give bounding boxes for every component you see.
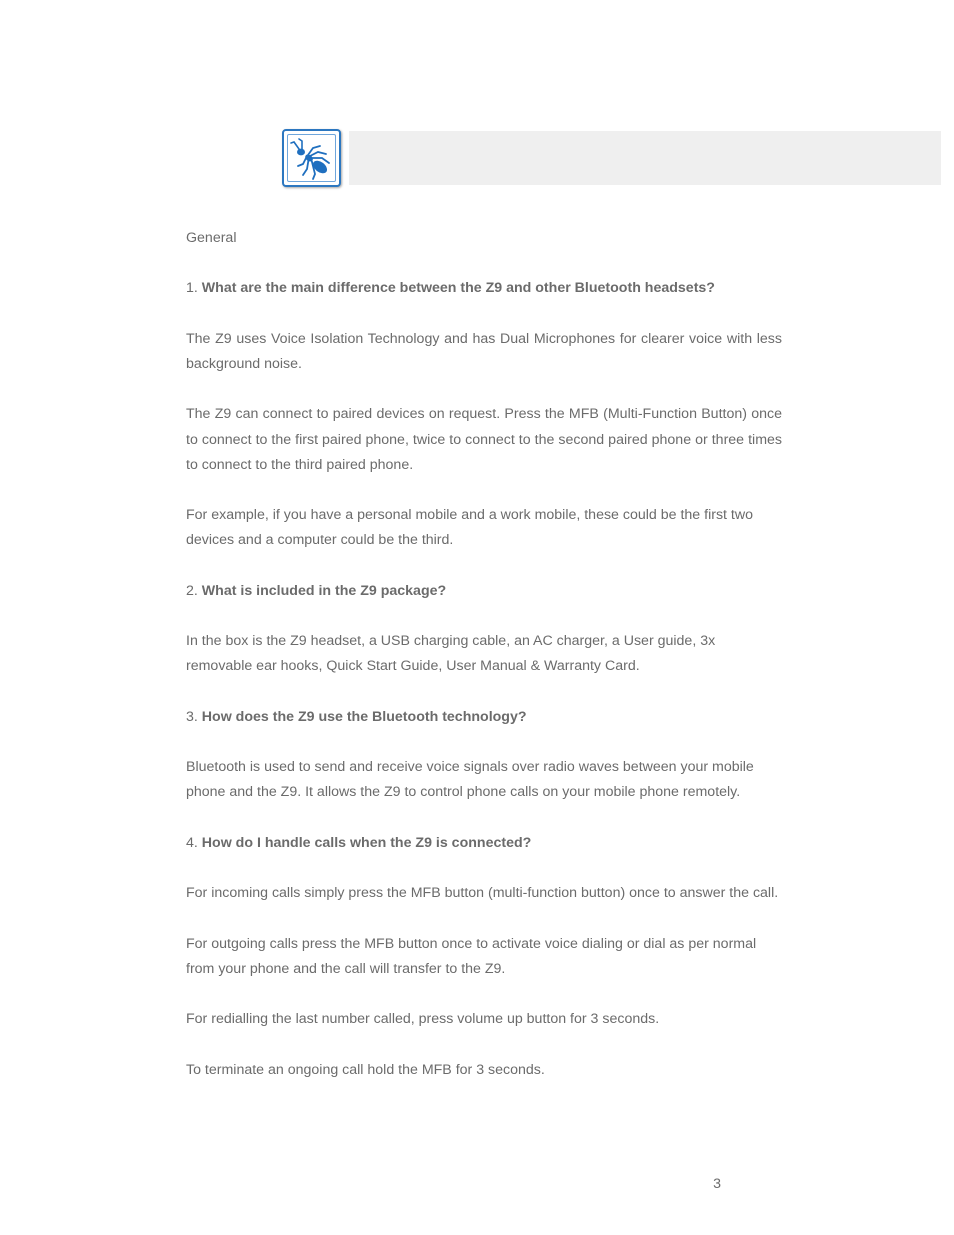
question-title: What are the main difference between the Z9 and other Bluetooth headsets? xyxy=(201,280,715,297)
answer-paragraph: To terminate an ongoing call hold the MFB for 3 seconds. xyxy=(186,1061,545,1078)
answer-paragraph: The Z9 can connect to paired devices on request. Press the MFB (Multi-Function Button) once to connect to the first paired phone, twice to connect to the second paired phone or three times to connect to the third paired phone. xyxy=(186,406,782,473)
question-number: 1. xyxy=(186,280,202,297)
question-title: How does the Z9 use the Bluetooth technology? xyxy=(201,708,527,725)
answer-paragraph: For redialling the last number called, press volume up button for 3 seconds. xyxy=(186,1011,660,1028)
answer-paragraph: Bluetooth is used to send and receive voice signals over radio waves between your mobile phone and the Z9. It allows the Z9 to control phone calls on your mobile phone remotely. xyxy=(186,759,754,801)
question-3 xyxy=(186,705,782,730)
header-bar xyxy=(349,131,941,185)
question-number: 3. xyxy=(186,708,202,725)
ant-icon xyxy=(289,136,336,182)
question-title: What is included in the Z9 package? xyxy=(201,582,447,599)
section-heading: General xyxy=(186,230,237,246)
page-number: 3 xyxy=(713,1176,721,1192)
question-2 xyxy=(186,579,782,604)
question-1 xyxy=(186,276,782,301)
answer-paragraph: For example, if you have a personal mobile and a work mobile, these could be the first two devices and a computer could be the third. xyxy=(186,507,754,549)
answer-paragraph: In the box is the Z9 headset, a USB charging cable, an AC charger, a User guide, 3x removable ear hooks, Quick Start Guide, User Manual & Warranty Card. xyxy=(186,633,716,675)
question-number: 4. xyxy=(186,834,202,851)
answer-paragraph: For incoming calls simply press the MFB button (multi-function button) once to answer the call. xyxy=(186,885,779,902)
logo-frame xyxy=(287,134,336,182)
question-title: How do I handle calls when the Z9 is connected? xyxy=(201,834,532,851)
logo-box xyxy=(282,129,341,187)
answer-paragraph: For outgoing calls press the MFB button once to activate voice dialing or dial as per normal from your phone and the call will transfer to the Z9. xyxy=(186,935,757,977)
faq-content xyxy=(186,226,782,1108)
question-number: 2. xyxy=(186,582,202,599)
answer-paragraph: The Z9 uses Voice Isolation Technology and has Dual Microphones for clearer voice with less background noise. xyxy=(186,330,782,372)
question-4 xyxy=(186,831,782,856)
